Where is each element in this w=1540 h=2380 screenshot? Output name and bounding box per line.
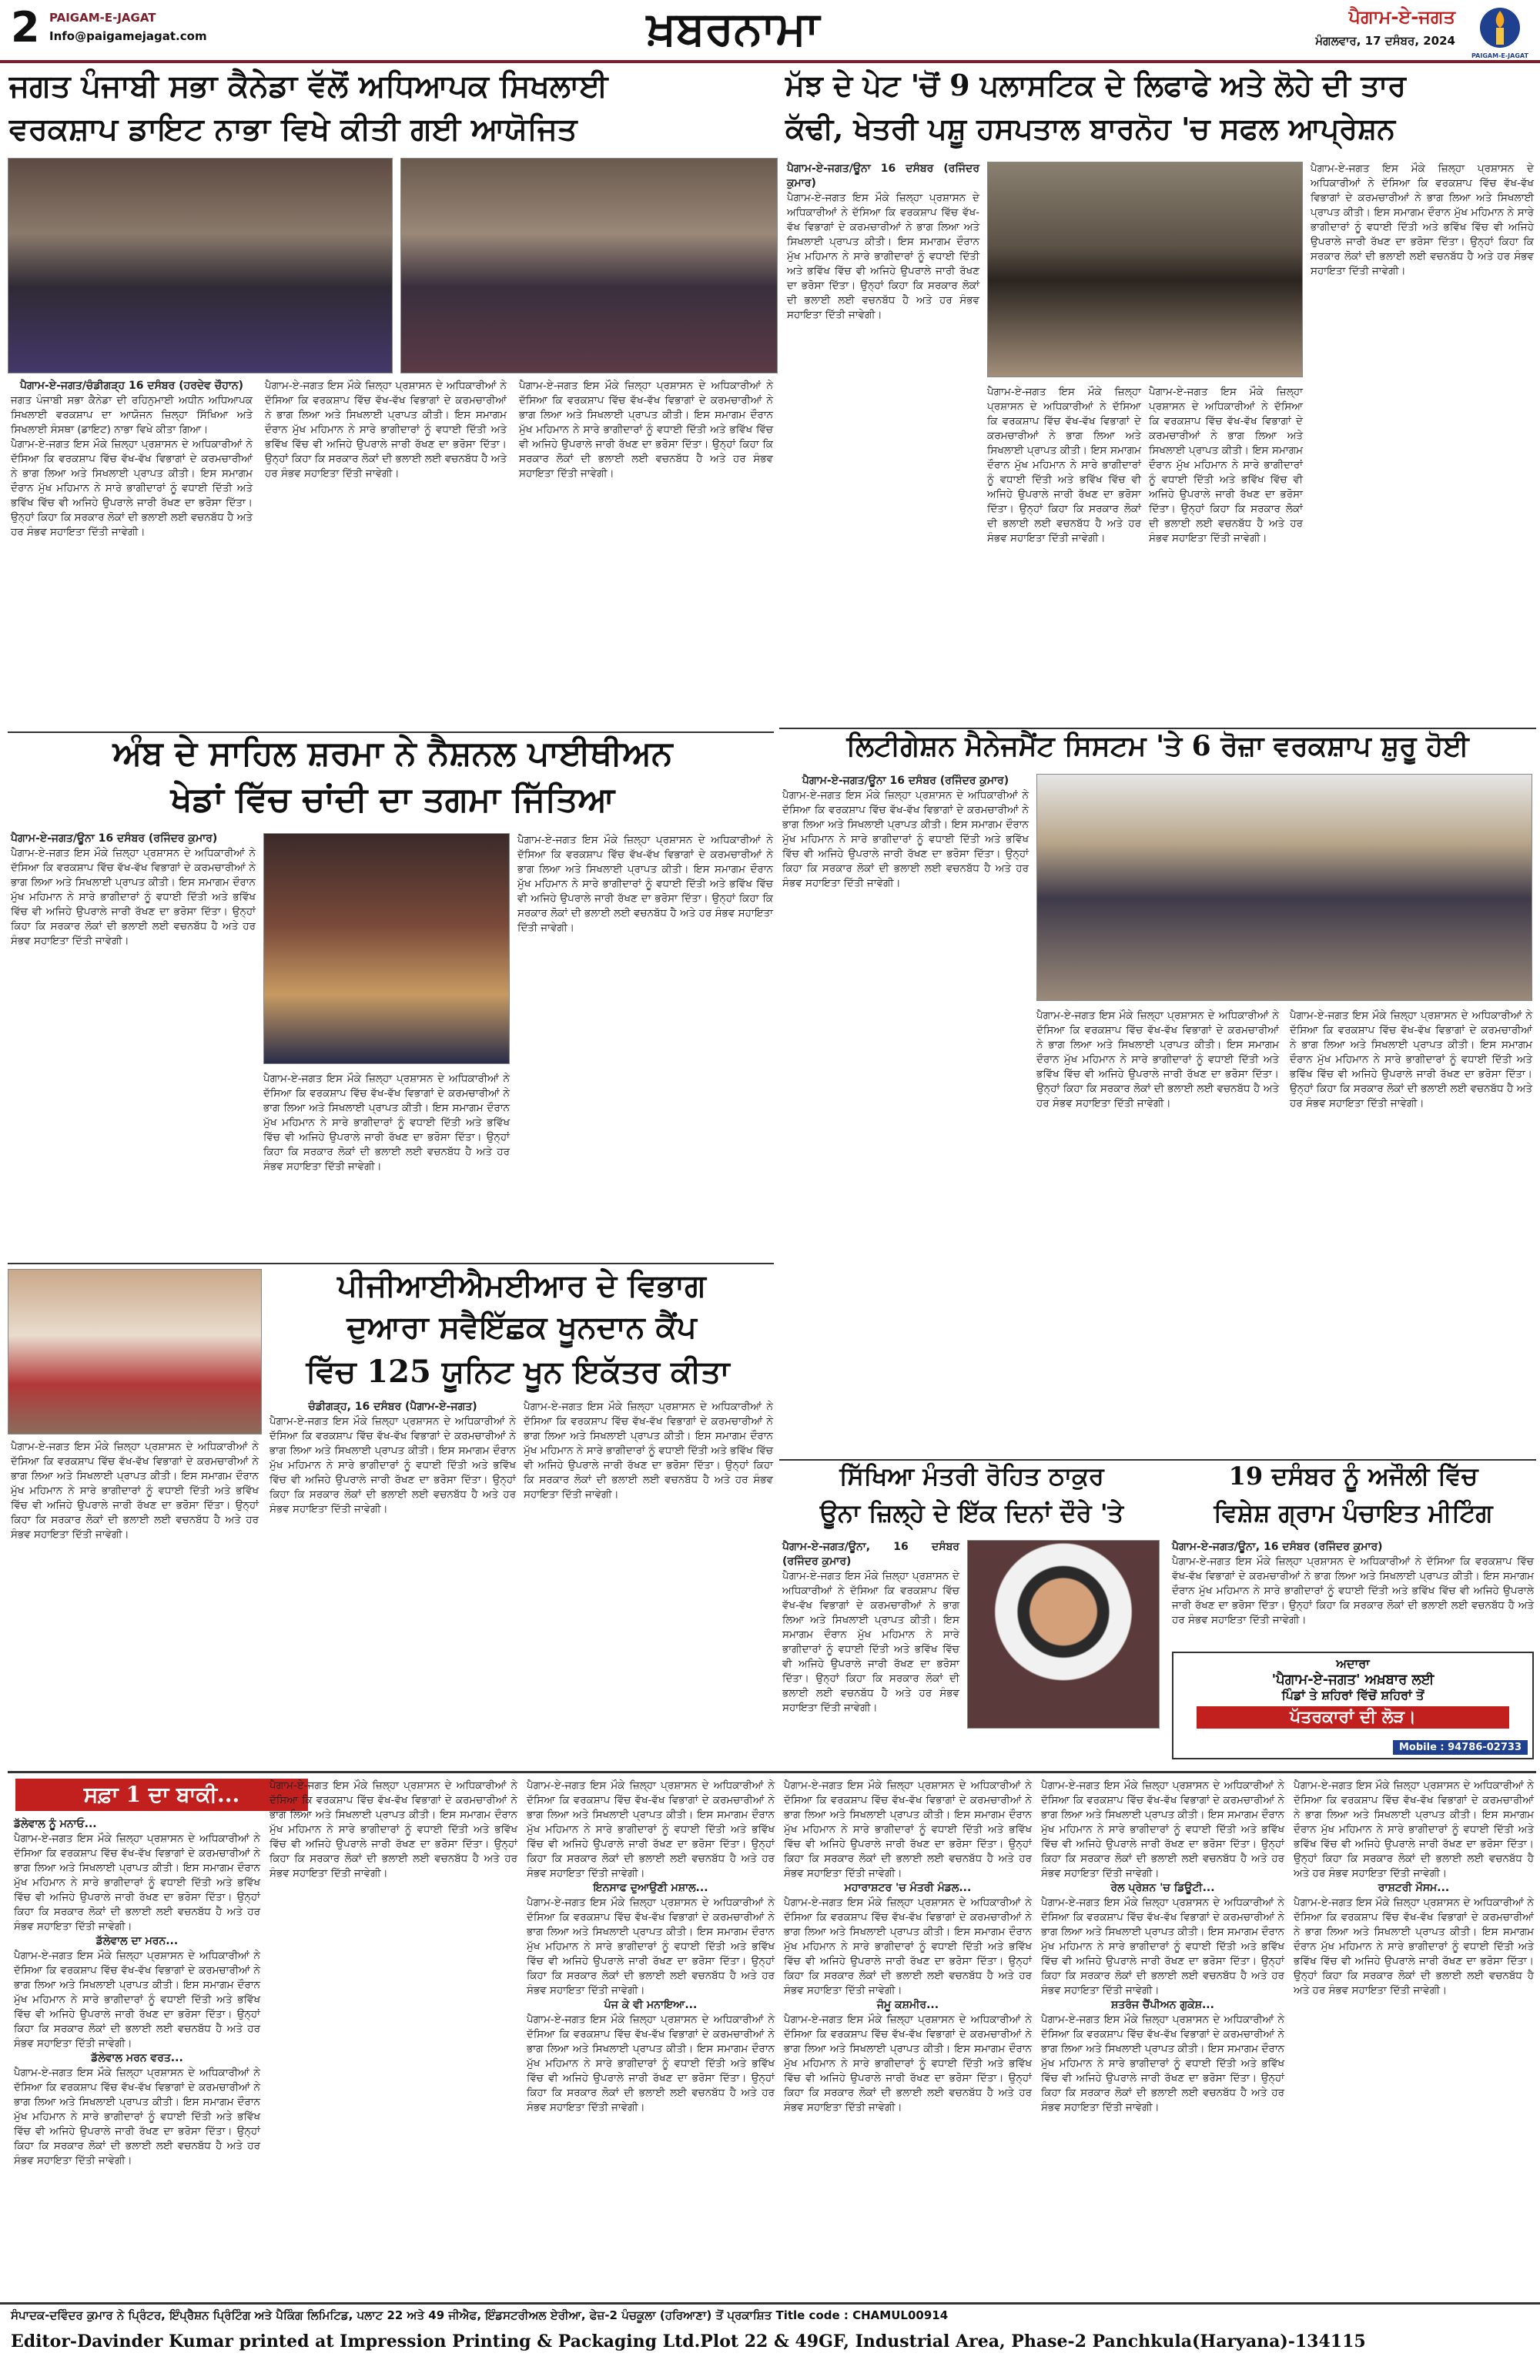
brand-name-right: ਪੈਗਾਮ-ਏ-ਜਗਤ <box>1348 6 1455 28</box>
continued-sub9: ਸ਼ਤਰੰਜ ਚੈਂਪੀਅਨ ਗੁਕੇਸ਼... <box>1111 1999 1214 2011</box>
continued-col5-body-a: ਪੈਗਾਮ-ਏ-ਜਗਤ ਇਸ ਮੌਕੇ ਜ਼ਿਲ੍ਹਾ ਪ੍ਰਸ਼ਾਸਨ ਦੇ ਅਧਿਕਾਰੀਆਂ ਨੇ ਦੱਸਿਆ ਕਿ ਵਰਕਸ਼ਾਪ ਵਿੱਚ ਵੱਖ-ਵੱਖ ਵਿਭਾਗਾਂ ਦੇ ਕਰਮਚਾਰੀਆਂ ਨੇ ਭਾਗ ਲਿਆ ਅਤੇ ਸਿਖਲਾਈ ਪ੍ਰਾਪਤ ਕੀਤੀ। ਇਸ ਸਮਾਗਮ ਦੌਰਾਨ ਮੁੱਖ ਮਹਿਮਾਨ ਨੇ ਸਾਰੇ ਭਾਗੀਦਾਰਾਂ ਨੂੰ ਵਧਾਈ ਦਿੱਤੀ ਅਤੇ ਭਵਿੱਖ ਵਿੱਚ ਵੀ ਅਜਿਹੇ ਉਪਰਾਲੇ ਜਾਰੀ ਰੱਖਣ ਦਾ ਭਰੋਸਾ ਦਿੱਤਾ। ਉਨ੍ਹਾਂ ਕਿਹਾ ਕਿ ਸਰਕਾਰ ਲੋਕਾਂ ਦੀ ਭਲਾਈ ਲਈ ਵਚਨਬੱਧ ਹੈ ਅਤੇ ਹਰ ਸੰਭਵ ਸਹਾਇਤਾ ਦਿੱਤੀ ਜਾਵੇਗੀ। <box>1041 1779 1284 1880</box>
article6-dateline: ਪੈਗਾਮ-ਏ-ਜਗਤ/ਊਨਾ, 16 ਦਸੰਬਰ (ਰਜਿੰਦਰ ਕੁਮਾਰ) <box>782 1541 959 1568</box>
article4-headline-line1: ਮੱਝ ਦੇ ਪੇਟ 'ਚੋਂ 9 ਪਲਾਸਟਿਕ ਦੇ ਲਿਫਾਫੇ ਅਤੇ ਲੋਹੇ ਦੀ ਤਾਰ <box>785 68 1406 102</box>
continued-col6-body-b: ਪੈਗਾਮ-ਏ-ਜਗਤ ਇਸ ਮੌਕੇ ਜ਼ਿਲ੍ਹਾ ਪ੍ਰਸ਼ਾਸਨ ਦੇ ਅਧਿਕਾਰੀਆਂ ਨੇ ਦੱਸਿਆ ਕਿ ਵਰਕਸ਼ਾਪ ਵਿੱਚ ਵੱਖ-ਵੱਖ ਵਿਭਾਗਾਂ ਦੇ ਕਰਮਚਾਰੀਆਂ ਨੇ ਭਾਗ ਲਿਆ ਅਤੇ ਸਿਖਲਾਈ ਪ੍ਰਾਪਤ ਕੀਤੀ। ਇਸ ਸਮਾਗਮ ਦੌਰਾਨ ਮੁੱਖ ਮਹਿਮਾਨ ਨੇ ਸਾਰੇ ਭਾਗੀਦਾਰਾਂ ਨੂੰ ਵਧਾਈ ਦਿੱਤੀ ਅਤੇ ਭਵਿੱਖ ਵਿੱਚ ਵੀ ਅਜਿਹੇ ਉਪਰਾਲੇ ਜਾਰੀ ਰੱਖਣ ਦਾ ਭਰੋਸਾ ਦਿੱਤਾ। ਉਨ੍ਹਾਂ ਕਿਹਾ ਕਿ ਸਰਕਾਰ ਲੋਕਾਂ ਦੀ ਭਲਾਈ ਲਈ ਵਚਨਬੱਧ ਹੈ ਅਤੇ ਹਰ ਸੰਭਵ ਸਹਾਇਤਾ ਦਿੱਤੀ ਜਾਵੇਗੀ। <box>1294 1896 1534 1997</box>
article6-rule <box>779 1459 1536 1461</box>
issue-date: ਮੰਗਲਵਾਰ, 17 ਦਸੰਬਰ, 2024 <box>1315 34 1455 48</box>
continued-sub10: ਰਾਸ਼ਟਰੀ ਮੌਸਮ... <box>1378 1882 1450 1894</box>
article2-headline-line2: ਖੇਡਾਂ ਵਿੱਚ ਚਾਂਦੀ ਦਾ ਤਗਮਾ ਜਿੱਤਿਆ <box>170 780 615 819</box>
article3-headline-line2: ਦੁਆਰਾ ਸਵੈਇੱਛਕ ਖੂਨਦਾਨ ਕੈਂਪ <box>346 1309 697 1345</box>
continued-sub8: ਰੇਲ ਪ੍ਰੇਸ਼ਨ 'ਚ ਡਿਊਟੀ... <box>1110 1882 1215 1894</box>
continued-sub4: ਇਨਸਾਫ ਦੁਆਉਣੀ ਮਸ਼ਾਲ... <box>593 1882 708 1894</box>
continued-col1-body-c: ਪੈਗਾਮ-ਏ-ਜਗਤ ਇਸ ਮੌਕੇ ਜ਼ਿਲ੍ਹਾ ਪ੍ਰਸ਼ਾਸਨ ਦੇ ਅਧਿਕਾਰੀਆਂ ਨੇ ਦੱਸਿਆ ਕਿ ਵਰਕਸ਼ਾਪ ਵਿੱਚ ਵੱਖ-ਵੱਖ ਵਿਭਾਗਾਂ ਦੇ ਕਰਮਚਾਰੀਆਂ ਨੇ ਭਾਗ ਲਿਆ ਅਤੇ ਸਿਖਲਾਈ ਪ੍ਰਾਪਤ ਕੀਤੀ। ਇਸ ਸਮਾਗਮ ਦੌਰਾਨ ਮੁੱਖ ਮਹਿਮਾਨ ਨੇ ਸਾਰੇ ਭਾਗੀਦਾਰਾਂ ਨੂੰ ਵਧਾਈ ਦਿੱਤੀ ਅਤੇ ਭਵਿੱਖ ਵਿੱਚ ਵੀ ਅਜਿਹੇ ਉਪਰਾਲੇ ਜਾਰੀ ਰੱਖਣ ਦਾ ਭਰੋਸਾ ਦਿੱਤਾ। ਉਨ੍ਹਾਂ ਕਿਹਾ ਕਿ ਸਰਕਾਰ ਲੋਕਾਂ ਦੀ ਭਲਾਈ ਲਈ ਵਚਨਬੱਧ ਹੈ ਅਤੇ ਹਰ ਸੰਭਵ ਸਹਾਇਤਾ ਦਿੱਤੀ ਜਾਵੇਗੀ। <box>14 2067 260 2167</box>
article1-column2: ਪੈਗਾਮ-ਏ-ਜਗਤ ਇਸ ਮੌਕੇ ਜ਼ਿਲ੍ਹਾ ਪ੍ਰਸ਼ਾਸਨ ਦੇ ਅਧਿਕਾਰੀਆਂ ਨੇ ਦੱਸਿਆ ਕਿ ਵਰਕਸ਼ਾਪ ਵਿੱਚ ਵੱਖ-ਵੱਖ ਵਿਭਾਗਾਂ ਦੇ ਕਰਮਚਾਰੀਆਂ ਨੇ ਭਾਗ ਲਿਆ ਅਤੇ ਸਿਖਲਾਈ ਪ੍ਰਾਪਤ ਕੀਤੀ। ਇਸ ਸਮਾਗਮ ਦੌਰਾਨ ਮੁੱਖ ਮਹਿਮਾਨ ਨੇ ਸਾਰੇ ਭਾਗੀਦਾਰਾਂ ਨੂੰ ਵਧਾਈ ਦਿੱਤੀ ਅਤੇ ਭਵਿੱਖ ਵਿੱਚ ਵੀ ਅਜਿਹੇ ਉਪਰਾਲੇ ਜਾਰੀ ਰੱਖਣ ਦਾ ਭਰੋਸਾ ਦਿੱਤਾ। ਉਨ੍ਹਾਂ ਕਿਹਾ ਕਿ ਸਰਕਾਰ ਲੋਕਾਂ ਦੀ ਭਲਾਈ ਲਈ ਵਚਨਬੱਧ ਹੈ ਅਤੇ ਹਰ ਸੰਭਵ ਸਹਾਇਤਾ ਦਿੱਤੀ ਜਾਵੇਗੀ। <box>265 380 507 480</box>
article3-column0: ਪੈਗਾਮ-ਏ-ਜਗਤ ਇਸ ਮੌਕੇ ਜ਼ਿਲ੍ਹਾ ਪ੍ਰਸ਼ਾਸਨ ਦੇ ਅਧਿਕਾਰੀਆਂ ਨੇ ਦੱਸਿਆ ਕਿ ਵਰਕਸ਼ਾਪ ਵਿੱਚ ਵੱਖ-ਵੱਖ ਵਿਭਾਗਾਂ ਦੇ ਕਰਮਚਾਰੀਆਂ ਨੇ ਭਾਗ ਲਿਆ ਅਤੇ ਸਿਖਲਾਈ ਪ੍ਰਾਪਤ ਕੀਤੀ। ਇਸ ਸਮਾਗਮ ਦੌਰਾਨ ਮੁੱਖ ਮਹਿਮਾਨ ਨੇ ਸਾਰੇ ਭਾਗੀਦਾਰਾਂ ਨੂੰ ਵਧਾਈ ਦਿੱਤੀ ਅਤੇ ਭਵਿੱਖ ਵਿੱਚ ਵੀ ਅਜਿਹੇ ਉਪਰਾਲੇ ਜਾਰੀ ਰੱਖਣ ਦਾ ਭਰੋਸਾ ਦਿੱਤਾ। ਉਨ੍ਹਾਂ ਕਿਹਾ ਕਿ ਸਰਕਾਰ ਲੋਕਾਂ ਦੀ ਭਲਾਈ ਲਈ ਵਚਨਬੱਧ ਹੈ ਅਤੇ ਹਰ ਸੰਭਵ ਸਹਾਇਤਾ ਦਿੱਤੀ ਜਾਵੇਗੀ। <box>11 1441 259 1541</box>
article7-headline-line1: 19 ਦਸੰਬਰ ਨੂੰ ਅਜੌਲੀ ਵਿੱਚ <box>1228 1461 1478 1491</box>
article4-column2: ਪੈਗਾਮ-ਏ-ਜਗਤ ਇਸ ਮੌਕੇ ਜ਼ਿਲ੍ਹਾ ਪ੍ਰਸ਼ਾਸਨ ਦੇ ਅਧਿਕਾਰੀਆਂ ਨੇ ਦੱਸਿਆ ਕਿ ਵਰਕਸ਼ਾਪ ਵਿੱਚ ਵੱਖ-ਵੱਖ ਵਿਭਾਗਾਂ ਦੇ ਕਰਮਚਾਰੀਆਂ ਨੇ ਭਾਗ ਲਿਆ ਅਤੇ ਸਿਖਲਾਈ ਪ੍ਰਾਪਤ ਕੀਤੀ। ਇਸ ਸਮਾਗਮ ਦੌਰਾਨ ਮੁੱਖ ਮਹਿਮਾਨ ਨੇ ਸਾਰੇ ਭਾਗੀਦਾਰਾਂ ਨੂੰ ਵਧਾਈ ਦਿੱਤੀ ਅਤੇ ਭਵਿੱਖ ਵਿੱਚ ਵੀ ਅਜਿਹੇ ਉਪਰਾਲੇ ਜਾਰੀ ਰੱਖਣ ਦਾ ਭਰੋਸਾ ਦਿੱਤਾ। ਉਨ੍ਹਾਂ ਕਿਹਾ ਕਿ ਸਰਕਾਰ ਲੋਕਾਂ ਦੀ ਭਲਾਈ ਲਈ ਵਚਨਬੱਧ ਹੈ ਅਤੇ ਹਰ ਸੰਭਵ ਸਹਾਇਤਾ ਦਿੱਤੀ ਜਾਵੇਗੀ। <box>987 386 1141 544</box>
continued-title: ਸਫ਼ਾ 1 ਦਾ ਬਾਕੀ... <box>15 1779 308 1811</box>
article4-column1 <box>787 162 979 716</box>
article1-column1 <box>11 379 253 725</box>
ad-mobile[interactable]: Mobile : 94786-02733 <box>1393 1740 1528 1755</box>
email-link[interactable]: Info@paigamejagat.com <box>49 29 207 43</box>
continued-col1-body-b: ਪੈਗਾਮ-ਏ-ਜਗਤ ਇਸ ਮੌਕੇ ਜ਼ਿਲ੍ਹਾ ਪ੍ਰਸ਼ਾਸਨ ਦੇ ਅਧਿਕਾਰੀਆਂ ਨੇ ਦੱਸਿਆ ਕਿ ਵਰਕਸ਼ਾਪ ਵਿੱਚ ਵੱਖ-ਵੱਖ ਵਿਭਾਗਾਂ ਦੇ ਕਰਮਚਾਰੀਆਂ ਨੇ ਭਾਗ ਲਿਆ ਅਤੇ ਸਿਖਲਾਈ ਪ੍ਰਾਪਤ ਕੀਤੀ। ਇਸ ਸਮਾਗਮ ਦੌਰਾਨ ਮੁੱਖ ਮਹਿਮਾਨ ਨੇ ਸਾਰੇ ਭਾਗੀਦਾਰਾਂ ਨੂੰ ਵਧਾਈ ਦਿੱਤੀ ਅਤੇ ਭਵਿੱਖ ਵਿੱਚ ਵੀ ਅਜਿਹੇ ਉਪਰਾਲੇ ਜਾਰੀ ਰੱਖਣ ਦਾ ਭਰੋਸਾ ਦਿੱਤਾ। ਉਨ੍ਹਾਂ ਕਿਹਾ ਕਿ ਸਰਕਾਰ ਲੋਕਾਂ ਦੀ ਭਲਾਈ ਲਈ ਵਚਨਬੱਧ ਹੈ ਅਤੇ ਹਰ ਸੰਭਵ ਸਹਾਇਤਾ ਦਿੱਤੀ ਜਾਵੇਗੀ। <box>14 1950 260 2050</box>
article5-column2: ਪੈਗਾਮ-ਏ-ਜਗਤ ਇਸ ਮੌਕੇ ਜ਼ਿਲ੍ਹਾ ਪ੍ਰਸ਼ਾਸਨ ਦੇ ਅਧਿਕਾਰੀਆਂ ਨੇ ਦੱਸਿਆ ਕਿ ਵਰਕਸ਼ਾਪ ਵਿੱਚ ਵੱਖ-ਵੱਖ ਵਿਭਾਗਾਂ ਦੇ ਕਰਮਚਾਰੀਆਂ ਨੇ ਭਾਗ ਲਿਆ ਅਤੇ ਸਿਖਲਾਈ ਪ੍ਰਾਪਤ ਕੀਤੀ। ਇਸ ਸਮਾਗਮ ਦੌਰਾਨ ਮੁੱਖ ਮਹਿਮਾਨ ਨੇ ਸਾਰੇ ਭਾਗੀਦਾਰਾਂ ਨੂੰ ਵਧਾਈ ਦਿੱਤੀ ਅਤੇ ਭਵਿੱਖ ਵਿੱਚ ਵੀ ਅਜਿਹੇ ਉਪਰਾਲੇ ਜਾਰੀ ਰੱਖਣ ਦਾ ਭਰੋਸਾ ਦਿੱਤਾ। ਉਨ੍ਹਾਂ ਕਿਹਾ ਕਿ ਸਰਕਾਰ ਲੋਕਾਂ ਦੀ ਭਲਾਈ ਲਈ ਵਚਨਬੱਧ ਹੈ ਅਤੇ ਹਰ ਸੰਭਵ ਸਹਾਇਤਾ ਦਿੱਤੀ ਜਾਵੇਗੀ। <box>1036 1009 1279 1110</box>
article1-dateline: ਪੈਗਾਮ-ਏ-ਜਗਤ/ਚੰਡੀਗੜ੍ਹ 16 ਦਸੰਬਰ (ਹਰਦੇਵ ਚੌਹਾਨ) <box>20 380 243 392</box>
article4-column3: ਪੈਗਾਮ-ਏ-ਜਗਤ ਇਸ ਮੌਕੇ ਜ਼ਿਲ੍ਹਾ ਪ੍ਰਸ਼ਾਸਨ ਦੇ ਅਧਿਕਾਰੀਆਂ ਨੇ ਦੱਸਿਆ ਕਿ ਵਰਕਸ਼ਾਪ ਵਿੱਚ ਵੱਖ-ਵੱਖ ਵਿਭਾਗਾਂ ਦੇ ਕਰਮਚਾਰੀਆਂ ਨੇ ਭਾਗ ਲਿਆ ਅਤੇ ਸਿਖਲਾਈ ਪ੍ਰਾਪਤ ਕੀਤੀ। ਇਸ ਸਮਾਗਮ ਦੌਰਾਨ ਮੁੱਖ ਮਹਿਮਾਨ ਨੇ ਸਾਰੇ ਭਾਗੀਦਾਰਾਂ ਨੂੰ ਵਧਾਈ ਦਿੱਤੀ ਅਤੇ ਭਵਿੱਖ ਵਿੱਚ ਵੀ ਅਜਿਹੇ ਉਪਰਾਲੇ ਜਾਰੀ ਰੱਖਣ ਦਾ ਭਰੋਸਾ ਦਿੱਤਾ। ਉਨ੍ਹਾਂ ਕਿਹਾ ਕਿ ਸਰਕਾਰ ਲੋਕਾਂ ਦੀ ਭਲਾਈ ਲਈ ਵਚਨਬੱਧ ਹੈ ਅਤੇ ਹਰ ਸੰਭਵ ਸਹਾਇਤਾ ਦਿੱਤੀ ਜਾਵੇਗੀ। <box>1149 386 1303 544</box>
article5-column3: ਪੈਗਾਮ-ਏ-ਜਗਤ ਇਸ ਮੌਕੇ ਜ਼ਿਲ੍ਹਾ ਪ੍ਰਸ਼ਾਸਨ ਦੇ ਅਧਿਕਾਰੀਆਂ ਨੇ ਦੱਸਿਆ ਕਿ ਵਰਕਸ਼ਾਪ ਵਿੱਚ ਵੱਖ-ਵੱਖ ਵਿਭਾਗਾਂ ਦੇ ਕਰਮਚਾਰੀਆਂ ਨੇ ਭਾਗ ਲਿਆ ਅਤੇ ਸਿਖਲਾਈ ਪ੍ਰਾਪਤ ਕੀਤੀ। ਇਸ ਸਮਾਗਮ ਦੌਰਾਨ ਮੁੱਖ ਮਹਿਮਾਨ ਨੇ ਸਾਰੇ ਭਾਗੀਦਾਰਾਂ ਨੂੰ ਵਧਾਈ ਦਿੱਤੀ ਅਤੇ ਭਵਿੱਖ ਵਿੱਚ ਵੀ ਅਜਿਹੇ ਉਪਰਾਲੇ ਜਾਰੀ ਰੱਖਣ ਦਾ ਭਰੋਸਾ ਦਿੱਤਾ। ਉਨ੍ਹਾਂ ਕਿਹਾ ਕਿ ਸਰਕਾਰ ਲੋਕਾਂ ਦੀ ਭਲਾਈ ਲਈ ਵਚਨਬੱਧ ਹੈ ਅਤੇ ਹਰ ਸੰਭਵ ਸਹਾਇਤਾ ਦਿੱਤੀ ਜਾਵੇਗੀ। <box>1290 1009 1532 1110</box>
article5-headline: ਲਿਟੀਗੇਸ਼ਨ ਮੈਨੇਜਮੈਂਟ ਸਿਸਟਮ 'ਤੇ 6 ਰੋਜ਼ਾ ਵਰਕਸ਼ਾਪ ਸ਼ੁਰੂ ਹੋਈ <box>846 730 1469 762</box>
article4-photo <box>987 162 1303 377</box>
footer-line2: Editor-Davinder Kumar printed at Impression Printing & Packaging Ltd.Plot 22 & 49GF, Industrial Area, Phase-2 Panchkula(Haryana)-134115 <box>11 2331 1366 2352</box>
article2-column1 <box>11 832 256 1255</box>
article2-dateline: ਪੈਗਾਮ-ਏ-ਜਗਤ/ਊਨਾ 16 ਦਸੰਬਰ (ਰਜਿੰਦਰ ਕੁਮਾਰ) <box>11 832 218 845</box>
article3-column1 <box>270 1400 516 1527</box>
article7-body <box>1172 1540 1534 1648</box>
continued-col3-body-a: ਪੈਗਾਮ-ਏ-ਜਗਤ ਇਸ ਮੌਕੇ ਜ਼ਿਲ੍ਹਾ ਪ੍ਰਸ਼ਾਸਨ ਦੇ ਅਧਿਕਾਰੀਆਂ ਨੇ ਦੱਸਿਆ ਕਿ ਵਰਕਸ਼ਾਪ ਵਿੱਚ ਵੱਖ-ਵੱਖ ਵਿਭਾਗਾਂ ਦੇ ਕਰਮਚਾਰੀਆਂ ਨੇ ਭਾਗ ਲਿਆ ਅਤੇ ਸਿਖਲਾਈ ਪ੍ਰਾਪਤ ਕੀਤੀ। ਇਸ ਸਮਾਗਮ ਦੌਰਾਨ ਮੁੱਖ ਮਹਿਮਾਨ ਨੇ ਸਾਰੇ ਭਾਗੀਦਾਰਾਂ ਨੂੰ ਵਧਾਈ ਦਿੱਤੀ ਅਤੇ ਭਵਿੱਖ ਵਿੱਚ ਵੀ ਅਜਿਹੇ ਉਪਰਾਲੇ ਜਾਰੀ ਰੱਖਣ ਦਾ ਭਰੋਸਾ ਦਿੱਤਾ। ਉਨ੍ਹਾਂ ਕਿਹਾ ਕਿ ਸਰਕਾਰ ਲੋਕਾਂ ਦੀ ਭਲਾਈ ਲਈ ਵਚਨਬੱਧ ਹੈ ਅਤੇ ਹਰ ਸੰਭਵ ਸਹਾਇਤਾ ਦਿੱਤੀ ਜਾਵੇਗੀ। <box>527 1779 775 1880</box>
article4-body-1: ਪੈਗਾਮ-ਏ-ਜਗਤ ਇਸ ਮੌਕੇ ਜ਼ਿਲ੍ਹਾ ਪ੍ਰਸ਼ਾਸਨ ਦੇ ਅਧਿਕਾਰੀਆਂ ਨੇ ਦੱਸਿਆ ਕਿ ਵਰਕਸ਼ਾਪ ਵਿੱਚ ਵੱਖ-ਵੱਖ ਵਿਭਾਗਾਂ ਦੇ ਕਰਮਚਾਰੀਆਂ ਨੇ ਭਾਗ ਲਿਆ ਅਤੇ ਸਿਖਲਾਈ ਪ੍ਰਾਪਤ ਕੀਤੀ। ਇਸ ਸਮਾਗਮ ਦੌਰਾਨ ਮੁੱਖ ਮਹਿਮਾਨ ਨੇ ਸਾਰੇ ਭਾਗੀਦਾਰਾਂ ਨੂੰ ਵਧਾਈ ਦਿੱਤੀ ਅਤੇ ਭਵਿੱਖ ਵਿੱਚ ਵੀ ਅਜਿਹੇ ਉਪਰਾਲੇ ਜਾਰੀ ਰੱਖਣ ਦਾ ਭਰੋਸਾ ਦਿੱਤਾ। ਉਨ੍ਹਾਂ ਕਿਹਾ ਕਿ ਸਰਕਾਰ ਲੋਕਾਂ ਦੀ ਭਲਾਈ ਲਈ ਵਚਨਬੱਧ ਹੈ ਅਤੇ ਹਰ ਸੰਭਵ ਸਹਾਇਤਾ ਦਿੱਤੀ ਜਾਵੇਗੀ। <box>787 192 979 321</box>
page-number: 2 <box>11 3 40 52</box>
article5-dateline: ਪੈਗਾਮ-ਏ-ਜਗਤ/ਊਨਾ 16 ਦਸੰਬਰ (ਰਜਿੰਦਰ ਕੁਮਾਰ) <box>802 775 1009 787</box>
article5-photo <box>1036 774 1532 1001</box>
reporter-wanted-ad <box>1172 1652 1534 1759</box>
brand-name: PAIGAM-E-JAGAT <box>49 11 156 25</box>
article7-dateline: ਪੈਗਾਮ-ਏ-ਜਗਤ/ਊਨਾ, 16 ਦਸੰਬਰ (ਰਜਿੰਦਰ ਕੁਮਾਰ) <box>1172 1541 1383 1553</box>
continued-col4-body-a: ਪੈਗਾਮ-ਏ-ਜਗਤ ਇਸ ਮੌਕੇ ਜ਼ਿਲ੍ਹਾ ਪ੍ਰਸ਼ਾਸਨ ਦੇ ਅਧਿਕਾਰੀਆਂ ਨੇ ਦੱਸਿਆ ਕਿ ਵਰਕਸ਼ਾਪ ਵਿੱਚ ਵੱਖ-ਵੱਖ ਵਿਭਾਗਾਂ ਦੇ ਕਰਮਚਾਰੀਆਂ ਨੇ ਭਾਗ ਲਿਆ ਅਤੇ ਸਿਖਲਾਈ ਪ੍ਰਾਪਤ ਕੀਤੀ। ਇਸ ਸਮਾਗਮ ਦੌਰਾਨ ਮੁੱਖ ਮਹਿਮਾਨ ਨੇ ਸਾਰੇ ਭਾਗੀਦਾਰਾਂ ਨੂੰ ਵਧਾਈ ਦਿੱਤੀ ਅਤੇ ਭਵਿੱਖ ਵਿੱਚ ਵੀ ਅਜਿਹੇ ਉਪਰਾਲੇ ਜਾਰੀ ਰੱਖਣ ਦਾ ਭਰੋਸਾ ਦਿੱਤਾ। ਉਨ੍ਹਾਂ ਕਿਹਾ ਕਿ ਸਰਕਾਰ ਲੋਕਾਂ ਦੀ ਭਲਾਈ ਲਈ ਵਚਨਬੱਧ ਹੈ ਅਤੇ ਹਰ ਸੰਭਵ ਸਹਾਇਤਾ ਦਿੱਤੀ ਜਾਵੇਗੀ। <box>784 1779 1032 1880</box>
continued-col1-body-a: ਪੈਗਾਮ-ਏ-ਜਗਤ ਇਸ ਮੌਕੇ ਜ਼ਿਲ੍ਹਾ ਪ੍ਰਸ਼ਾਸਨ ਦੇ ਅਧਿਕਾਰੀਆਂ ਨੇ ਦੱਸਿਆ ਕਿ ਵਰਕਸ਼ਾਪ ਵਿੱਚ ਵੱਖ-ਵੱਖ ਵਿਭਾਗਾਂ ਦੇ ਕਰਮਚਾਰੀਆਂ ਨੇ ਭਾਗ ਲਿਆ ਅਤੇ ਸਿਖਲਾਈ ਪ੍ਰਾਪਤ ਕੀਤੀ। ਇਸ ਸਮਾਗਮ ਦੌਰਾਨ ਮੁੱਖ ਮਹਿਮਾਨ ਨੇ ਸਾਰੇ ਭਾਗੀਦਾਰਾਂ ਨੂੰ ਵਧਾਈ ਦਿੱਤੀ ਅਤੇ ਭਵਿੱਖ ਵਿੱਚ ਵੀ ਅਜਿਹੇ ਉਪਰਾਲੇ ਜਾਰੀ ਰੱਖਣ ਦਾ ਭਰੋਸਾ ਦਿੱਤਾ। ਉਨ੍ਹਾਂ ਕਿਹਾ ਕਿ ਸਰਕਾਰ ਲੋਕਾਂ ਦੀ ਭਲਾਈ ਲਈ ਵਚਨਬੱਧ ਹੈ ਅਤੇ ਹਰ ਸੰਭਵ ਸਹਾਇਤਾ ਦਿੱਤੀ ਜਾਵੇਗੀ। <box>14 1833 260 1933</box>
continued-sub5: ਪੰਜ ਕੇ ਵੀ ਮਨਾਇਆ... <box>604 1999 698 2011</box>
continued-col5-body-c: ਪੈਗਾਮ-ਏ-ਜਗਤ ਇਸ ਮੌਕੇ ਜ਼ਿਲ੍ਹਾ ਪ੍ਰਸ਼ਾਸਨ ਦੇ ਅਧਿਕਾਰੀਆਂ ਨੇ ਦੱਸਿਆ ਕਿ ਵਰਕਸ਼ਾਪ ਵਿੱਚ ਵੱਖ-ਵੱਖ ਵਿਭਾਗਾਂ ਦੇ ਕਰਮਚਾਰੀਆਂ ਨੇ ਭਾਗ ਲਿਆ ਅਤੇ ਸਿਖਲਾਈ ਪ੍ਰਾਪਤ ਕੀਤੀ। ਇਸ ਸਮਾਗਮ ਦੌਰਾਨ ਮੁੱਖ ਮਹਿਮਾਨ ਨੇ ਸਾਰੇ ਭਾਗੀਦਾਰਾਂ ਨੂੰ ਵਧਾਈ ਦਿੱਤੀ ਅਤੇ ਭਵਿੱਖ ਵਿੱਚ ਵੀ ਅਜਿਹੇ ਉਪਰਾਲੇ ਜਾਰੀ ਰੱਖਣ ਦਾ ਭਰੋਸਾ ਦਿੱਤਾ। ਉਨ੍ਹਾਂ ਕਿਹਾ ਕਿ ਸਰਕਾਰ ਲੋਕਾਂ ਦੀ ਭਲਾਈ ਲਈ ਵਚਨਬੱਧ ਹੈ ਅਤੇ ਹਰ ਸੰਭਵ ਸਹਾਇਤਾ ਦਿੱਤੀ ਜਾਵੇਗੀ। <box>1041 2013 1284 2114</box>
article2-column2-under-photo: ਪੈਗਾਮ-ਏ-ਜਗਤ ਇਸ ਮੌਕੇ ਜ਼ਿਲ੍ਹਾ ਪ੍ਰਸ਼ਾਸਨ ਦੇ ਅਧਿਕਾਰੀਆਂ ਨੇ ਦੱਸਿਆ ਕਿ ਵਰਕਸ਼ਾਪ ਵਿੱਚ ਵੱਖ-ਵੱਖ ਵਿਭਾਗਾਂ ਦੇ ਕਰਮਚਾਰੀਆਂ ਨੇ ਭਾਗ ਲਿਆ ਅਤੇ ਸਿਖਲਾਈ ਪ੍ਰਾਪਤ ਕੀਤੀ। ਇਸ ਸਮਾਗਮ ਦੌਰਾਨ ਮੁੱਖ ਮਹਿਮਾਨ ਨੇ ਸਾਰੇ ਭਾਗੀਦਾਰਾਂ ਨੂੰ ਵਧਾਈ ਦਿੱਤੀ ਅਤੇ ਭਵਿੱਖ ਵਿੱਚ ਵੀ ਅਜਿਹੇ ਉਪਰਾਲੇ ਜਾਰੀ ਰੱਖਣ ਦਾ ਭਰੋਸਾ ਦਿੱਤਾ। ਉਨ੍ਹਾਂ ਕਿਹਾ ਕਿ ਸਰਕਾਰ ਲੋਕਾਂ ਦੀ ਭਲਾਈ ਲਈ ਵਚਨਬੱਧ ਹੈ ਅਤੇ ਹਰ ਸੰਭਵ ਸਹਾਇਤਾ ਦਿੱਤੀ ਜਾਵੇਗੀ। <box>263 1073 510 1173</box>
article1-body-1: ਪੈਗਾਮ-ਏ-ਜਗਤ ਇਸ ਮੌਕੇ ਜ਼ਿਲ੍ਹਾ ਪ੍ਰਸ਼ਾਸਨ ਦੇ ਅਧਿਕਾਰੀਆਂ ਨੇ ਦੱਸਿਆ ਕਿ ਵਰਕਸ਼ਾਪ ਵਿੱਚ ਵੱਖ-ਵੱਖ ਵਿਭਾਗਾਂ ਦੇ ਕਰਮਚਾਰੀਆਂ ਨੇ ਭਾਗ ਲਿਆ ਅਤੇ ਸਿਖਲਾਈ ਪ੍ਰਾਪਤ ਕੀਤੀ। ਇਸ ਸਮਾਗਮ ਦੌਰਾਨ ਮੁੱਖ ਮਹਿਮਾਨ ਨੇ ਸਾਰੇ ਭਾਗੀਦਾਰਾਂ ਨੂੰ ਵਧਾਈ ਦਿੱਤੀ ਅਤੇ ਭਵਿੱਖ ਵਿੱਚ ਵੀ ਅਜਿਹੇ ਉਪਰਾਲੇ ਜਾਰੀ ਰੱਖਣ ਦਾ ਭਰੋਸਾ ਦਿੱਤਾ। ਉਨ੍ਹਾਂ ਕਿਹਾ ਕਿ ਸਰਕਾਰ ਲੋਕਾਂ ਦੀ ਭਲਾਈ ਲਈ ਵਚਨਬੱਧ ਹੈ ਅਤੇ ਹਰ ਸੰਭਵ ਸਹਾਇਤਾ ਦਿੱਤੀ ਜਾਵੇਗੀ। <box>11 438 253 538</box>
article6-headline-line2: ਊਨਾ ਜ਼ਿਲ੍ਹੇ ਦੇ ਇੱਕ ਦਿਨਾਂ ਦੌਰੇ 'ਤੇ <box>819 1498 1124 1528</box>
article1-photo-right <box>400 158 778 373</box>
article6-body-1: ਪੈਗਾਮ-ਏ-ਜਗਤ ਇਸ ਮੌਕੇ ਜ਼ਿਲ੍ਹਾ ਪ੍ਰਸ਼ਾਸਨ ਦੇ ਅਧਿਕਾਰੀਆਂ ਨੇ ਦੱਸਿਆ ਕਿ ਵਰਕਸ਼ਾਪ ਵਿੱਚ ਵੱਖ-ਵੱਖ ਵਿਭਾਗਾਂ ਦੇ ਕਰਮਚਾਰੀਆਂ ਨੇ ਭਾਗ ਲਿਆ ਅਤੇ ਸਿਖਲਾਈ ਪ੍ਰਾਪਤ ਕੀਤੀ। ਇਸ ਸਮਾਗਮ ਦੌਰਾਨ ਮੁੱਖ ਮਹਿਮਾਨ ਨੇ ਸਾਰੇ ਭਾਗੀਦਾਰਾਂ ਨੂੰ ਵਧਾਈ ਦਿੱਤੀ ਅਤੇ ਭਵਿੱਖ ਵਿੱਚ ਵੀ ਅਜਿਹੇ ਉਪਰਾਲੇ ਜਾਰੀ ਰੱਖਣ ਦਾ ਭਰੋਸਾ ਦਿੱਤਾ। ਉਨ੍ਹਾਂ ਕਿਹਾ ਕਿ ਸਰਕਾਰ ਲੋਕਾਂ ਦੀ ਭਲਾਈ ਲਈ ਵਚਨਬੱਧ ਹੈ ਅਤੇ ਹਰ ਸੰਭਵ ਸਹਾਇਤਾ ਦਿੱਤੀ ਜਾਵੇਗੀ। <box>782 1570 959 1714</box>
ad-line4: ਪੱਤਰਕਾਰਾਂ ਦੀ ਲੋੜ। <box>1197 1706 1509 1729</box>
article6-headline-line1: ਸਿੱਖਿਆ ਮੰਤਰੀ ਰੋਹਿਤ ਠਾਕੁਰ <box>839 1461 1104 1491</box>
continued-sub7: ਜੰਮੂ ਕਸ਼ਮੀਰ... <box>876 1999 939 2011</box>
article3-rule <box>8 1263 774 1264</box>
article6-column1 <box>782 1540 959 1767</box>
continued-col4-body-c: ਪੈਗਾਮ-ਏ-ਜਗਤ ਇਸ ਮੌਕੇ ਜ਼ਿਲ੍ਹਾ ਪ੍ਰਸ਼ਾਸਨ ਦੇ ਅਧਿਕਾਰੀਆਂ ਨੇ ਦੱਸਿਆ ਕਿ ਵਰਕਸ਼ਾਪ ਵਿੱਚ ਵੱਖ-ਵੱਖ ਵਿਭਾਗਾਂ ਦੇ ਕਰਮਚਾਰੀਆਂ ਨੇ ਭਾਗ ਲਿਆ ਅਤੇ ਸਿਖਲਾਈ ਪ੍ਰਾਪਤ ਕੀਤੀ। ਇਸ ਸਮਾਗਮ ਦੌਰਾਨ ਮੁੱਖ ਮਹਿਮਾਨ ਨੇ ਸਾਰੇ ਭਾਗੀਦਾਰਾਂ ਨੂੰ ਵਧਾਈ ਦਿੱਤੀ ਅਤੇ ਭਵਿੱਖ ਵਿੱਚ ਵੀ ਅਜਿਹੇ ਉਪਰਾਲੇ ਜਾਰੀ ਰੱਖਣ ਦਾ ਭਰੋਸਾ ਦਿੱਤਾ। ਉਨ੍ਹਾਂ ਕਿਹਾ ਕਿ ਸਰਕਾਰ ਲੋਕਾਂ ਦੀ ਭਲਾਈ ਲਈ ਵਚਨਬੱਧ ਹੈ ਅਤੇ ਹਰ ਸੰਭਵ ਸਹਾਇਤਾ ਦਿੱਤੀ ਜਾਵੇਗੀ। <box>784 2013 1032 2114</box>
article3-dateline: ਚੰਡੀਗੜ੍ਹ, 16 ਦਸੰਬਰ (ਪੈਗਾਮ-ਏ-ਜਗਤ) <box>308 1401 477 1413</box>
ad-line3: ਪਿੰਡਾਂ ਤੇ ਸ਼ਹਿਰਾਂ ਵਿੱਚੋਂ ਸ਼ਹਿਰਾਂ ਤੋਂ <box>1281 1688 1424 1702</box>
article2-body-1: ਪੈਗਾਮ-ਏ-ਜਗਤ ਇਸ ਮੌਕੇ ਜ਼ਿਲ੍ਹਾ ਪ੍ਰਸ਼ਾਸਨ ਦੇ ਅਧਿਕਾਰੀਆਂ ਨੇ ਦੱਸਿਆ ਕਿ ਵਰਕਸ਼ਾਪ ਵਿੱਚ ਵੱਖ-ਵੱਖ ਵਿਭਾਗਾਂ ਦੇ ਕਰਮਚਾਰੀਆਂ ਨੇ ਭਾਗ ਲਿਆ ਅਤੇ ਸਿਖਲਾਈ ਪ੍ਰਾਪਤ ਕੀਤੀ। ਇਸ ਸਮਾਗਮ ਦੌਰਾਨ ਮੁੱਖ ਮਹਿਮਾਨ ਨੇ ਸਾਰੇ ਭਾਗੀਦਾਰਾਂ ਨੂੰ ਵਧਾਈ ਦਿੱਤੀ ਅਤੇ ਭਵਿੱਖ ਵਿੱਚ ਵੀ ਅਜਿਹੇ ਉਪਰਾਲੇ ਜਾਰੀ ਰੱਖਣ ਦਾ ਭਰੋਸਾ ਦਿੱਤਾ। ਉਨ੍ਹਾਂ ਕਿਹਾ ਕਿ ਸਰਕਾਰ ਲੋਕਾਂ ਦੀ ਭਲਾਈ ਲਈ ਵਚਨਬੱਧ ਹੈ ਅਤੇ ਹਰ ਸੰਭਵ ਸਹਾਇਤਾ ਦਿੱਤੀ ਜਾਵੇਗੀ। <box>11 847 256 947</box>
article2-headline-line1: ਅੰਬ ਦੇ ਸਾਹਿਲ ਸ਼ਰਮਾ ਨੇ ਨੈਸ਼ਨਲ ਪਾਈਥੀਅਨ <box>112 734 673 773</box>
article2-column3: ਪੈਗਾਮ-ਏ-ਜਗਤ ਇਸ ਮੌਕੇ ਜ਼ਿਲ੍ਹਾ ਪ੍ਰਸ਼ਾਸਨ ਦੇ ਅਧਿਕਾਰੀਆਂ ਨੇ ਦੱਸਿਆ ਕਿ ਵਰਕਸ਼ਾਪ ਵਿੱਚ ਵੱਖ-ਵੱਖ ਵਿਭਾਗਾਂ ਦੇ ਕਰਮਚਾਰੀਆਂ ਨੇ ਭਾਗ ਲਿਆ ਅਤੇ ਸਿਖਲਾਈ ਪ੍ਰਾਪਤ ਕੀਤੀ। ਇਸ ਸਮਾਗਮ ਦੌਰਾਨ ਮੁੱਖ ਮਹਿਮਾਨ ਨੇ ਸਾਰੇ ਭਾਗੀਦਾਰਾਂ ਨੂੰ ਵਧਾਈ ਦਿੱਤੀ ਅਤੇ ਭਵਿੱਖ ਵਿੱਚ ਵੀ ਅਜਿਹੇ ਉਪਰਾਲੇ ਜਾਰੀ ਰੱਖਣ ਦਾ ਭਰੋਸਾ ਦਿੱਤਾ। ਉਨ੍ਹਾਂ ਕਿਹਾ ਕਿ ਸਰਕਾਰ ਲੋਕਾਂ ਦੀ ਭਲਾਈ ਲਈ ਵਚਨਬੱਧ ਹੈ ਅਤੇ ਹਰ ਸੰਭਵ ਸਹਾਇਤਾ ਦਿੱਤੀ ਜਾਵੇਗੀ। <box>517 834 773 934</box>
article7-headline-line2: ਵਿਸ਼ੇਸ਼ ਗ੍ਰਾਮ ਪੰਚਾਇਤ ਮੀਟਿੰਗ <box>1214 1498 1493 1528</box>
footer-rule <box>0 2302 1540 2305</box>
continued-col3-body-b: ਪੈਗਾਮ-ਏ-ਜਗਤ ਇਸ ਮੌਕੇ ਜ਼ਿਲ੍ਹਾ ਪ੍ਰਸ਼ਾਸਨ ਦੇ ਅਧਿਕਾਰੀਆਂ ਨੇ ਦੱਸਿਆ ਕਿ ਵਰਕਸ਼ਾਪ ਵਿੱਚ ਵੱਖ-ਵੱਖ ਵਿਭਾਗਾਂ ਦੇ ਕਰਮਚਾਰੀਆਂ ਨੇ ਭਾਗ ਲਿਆ ਅਤੇ ਸਿਖਲਾਈ ਪ੍ਰਾਪਤ ਕੀਤੀ। ਇਸ ਸਮਾਗਮ ਦੌਰਾਨ ਮੁੱਖ ਮਹਿਮਾਨ ਨੇ ਸਾਰੇ ਭਾਗੀਦਾਰਾਂ ਨੂੰ ਵਧਾਈ ਦਿੱਤੀ ਅਤੇ ਭਵਿੱਖ ਵਿੱਚ ਵੀ ਅਜਿਹੇ ਉਪਰਾਲੇ ਜਾਰੀ ਰੱਖਣ ਦਾ ਭਰੋਸਾ ਦਿੱਤਾ। ਉਨ੍ਹਾਂ ਕਿਹਾ ਕਿ ਸਰਕਾਰ ਲੋਕਾਂ ਦੀ ਭਲਾਈ ਲਈ ਵਚਨਬੱਧ ਹੈ ਅਤੇ ਹਰ ਸੰਭਵ ਸਹਾਇਤਾ ਦਿੱਤੀ ਜਾਵੇਗੀ। <box>527 1896 775 1997</box>
continued-col5 <box>1041 1779 1284 2295</box>
article4-dateline: ਪੈਗਾਮ-ਏ-ਜਗਤ/ਊਨਾ 16 ਦਸੰਬਰ (ਰਜਿੰਦਰ ਕੁਮਾਰ) <box>787 162 979 189</box>
article3-headline-line1: ਪੀਜੀਆਈਐਮਈਆਰ ਦੇ ਵਿਭਾਗ <box>337 1267 706 1304</box>
article4-headline-line2: ਕੱਢੀ, ਖੇਤਰੀ ਪਸ਼ੂ ਹਸਪਤਾਲ ਬਾਰਨੋਹ 'ਚ ਸਫਲ ਆਪ੍ਰੇਸ਼ਨ <box>785 111 1396 146</box>
continued-sub3: ਡੱਲੇਵਾਲ ਮਰਨ ਵਰਤ... <box>91 2052 183 2064</box>
continued-sub2: ਡੱਲੇਵਾਲ ਦਾ ਮਰਨ... <box>95 1935 179 1947</box>
article1-headline-line1: ਜਗਤ ਪੰਜਾਬੀ ਸਭਾ ਕੈਨੇਡਾ ਵੱਲੋਂ ਅਧਿਆਪਕ ਸਿਖਲਾਈ <box>9 68 608 104</box>
article1-lead: ਜਗਤ ਪੰਜਾਬੀ ਸਭਾ ਕੈਨੇਡਾ ਦੀ ਰਹਿਨੁਮਾਈ ਅਧੀਨ ਅਧਿਆਪਕ ਸਿਖਲਾਈ ਵਰਕਸ਼ਾਪ ਦਾ ਆਯੋਜਨ ਜ਼ਿਲ੍ਹਾ ਸਿੱਖਿਆ ਅਤੇ ਸਿਖਲਾਈ ਸੰਸਥਾ (ਡਾਇਟ) ਨਾਭਾ ਵਿਖੇ ਕੀਤਾ ਗਿਆ। <box>11 394 253 436</box>
article5-rule <box>779 728 1536 729</box>
ad-line1: ਅਦਾਰਾ <box>1336 1656 1370 1671</box>
continued-col2: ਪੈਗਾਮ-ਏ-ਜਗਤ ਇਸ ਮੌਕੇ ਜ਼ਿਲ੍ਹਾ ਪ੍ਰਸ਼ਾਸਨ ਦੇ ਅਧਿਕਾਰੀਆਂ ਨੇ ਦੱਸਿਆ ਕਿ ਵਰਕਸ਼ਾਪ ਵਿੱਚ ਵੱਖ-ਵੱਖ ਵਿਭਾਗਾਂ ਦੇ ਕਰਮਚਾਰੀਆਂ ਨੇ ਭਾਗ ਲਿਆ ਅਤੇ ਸਿਖਲਾਈ ਪ੍ਰਾਪਤ ਕੀਤੀ। ਇਸ ਸਮਾਗਮ ਦੌਰਾਨ ਮੁੱਖ ਮਹਿਮਾਨ ਨੇ ਸਾਰੇ ਭਾਗੀਦਾਰਾਂ ਨੂੰ ਵਧਾਈ ਦਿੱਤੀ ਅਤੇ ਭਵਿੱਖ ਵਿੱਚ ਵੀ ਅਜਿਹੇ ਉਪਰਾਲੇ ਜਾਰੀ ਰੱਖਣ ਦਾ ਭਰੋਸਾ ਦਿੱਤਾ। ਉਨ੍ਹਾਂ ਕਿਹਾ ਕਿ ਸਰਕਾਰ ਲੋਕਾਂ ਦੀ ਭਲਾਈ ਲਈ ਵਚਨਬੱਧ ਹੈ ਅਤੇ ਹਰ ਸੰਭਵ ਸਹਾਇਤਾ ਦਿੱਤੀ ਜਾਵੇਗੀ। <box>270 1779 517 1880</box>
article3-body-1: ਪੈਗਾਮ-ਏ-ਜਗਤ ਇਸ ਮੌਕੇ ਜ਼ਿਲ੍ਹਾ ਪ੍ਰਸ਼ਾਸਨ ਦੇ ਅਧਿਕਾਰੀਆਂ ਨੇ ਦੱਸਿਆ ਕਿ ਵਰਕਸ਼ਾਪ ਵਿੱਚ ਵੱਖ-ਵੱਖ ਵਿਭਾਗਾਂ ਦੇ ਕਰਮਚਾਰੀਆਂ ਨੇ ਭਾਗ ਲਿਆ ਅਤੇ ਸਿਖਲਾਈ ਪ੍ਰਾਪਤ ਕੀਤੀ। ਇਸ ਸਮਾਗਮ ਦੌਰਾਨ ਮੁੱਖ ਮਹਿਮਾਨ ਨੇ ਸਾਰੇ ਭਾਗੀਦਾਰਾਂ ਨੂੰ ਵਧਾਈ ਦਿੱਤੀ ਅਤੇ ਭਵਿੱਖ ਵਿੱਚ ਵੀ ਅਜਿਹੇ ਉਪਰਾਲੇ ਜਾਰੀ ਰੱਖਣ ਦਾ ਭਰੋਸਾ ਦਿੱਤਾ। ਉਨ੍ਹਾਂ ਕਿਹਾ ਕਿ ਸਰਕਾਰ ਲੋਕਾਂ ਦੀ ਭਲਾਈ ਲਈ ਵਚਨਬੱਧ ਹੈ ਅਤੇ ਹਰ ਸੰਭਵ ਸਹਾਇਤਾ ਦਿੱਤੀ ਜਾਵੇਗੀ। <box>270 1415 516 1515</box>
article6-photo <box>967 1540 1160 1729</box>
article1-headline-line2: ਵਰਕਸ਼ਾਪ ਡਾਇਟ ਨਾਭਾ ਵਿਖੇ ਕੀਤੀ ਗਈ ਆਯੋਜਿਤ <box>9 111 578 147</box>
continued-sub6: ਮਹਾਰਾਸ਼ਟਰ 'ਚ ਮੰਤਰੀ ਮੰਡਲ... <box>844 1882 972 1894</box>
article1-column3: ਪੈਗਾਮ-ਏ-ਜਗਤ ਇਸ ਮੌਕੇ ਜ਼ਿਲ੍ਹਾ ਪ੍ਰਸ਼ਾਸਨ ਦੇ ਅਧਿਕਾਰੀਆਂ ਨੇ ਦੱਸਿਆ ਕਿ ਵਰਕਸ਼ਾਪ ਵਿੱਚ ਵੱਖ-ਵੱਖ ਵਿਭਾਗਾਂ ਦੇ ਕਰਮਚਾਰੀਆਂ ਨੇ ਭਾਗ ਲਿਆ ਅਤੇ ਸਿਖਲਾਈ ਪ੍ਰਾਪਤ ਕੀਤੀ। ਇਸ ਸਮਾਗਮ ਦੌਰਾਨ ਮੁੱਖ ਮਹਿਮਾਨ ਨੇ ਸਾਰੇ ਭਾਗੀਦਾਰਾਂ ਨੂੰ ਵਧਾਈ ਦਿੱਤੀ ਅਤੇ ਭਵਿੱਖ ਵਿੱਚ ਵੀ ਅਜਿਹੇ ਉਪਰਾਲੇ ਜਾਰੀ ਰੱਖਣ ਦਾ ਭਰੋਸਾ ਦਿੱਤਾ। ਉਨ੍ਹਾਂ ਕਿਹਾ ਕਿ ਸਰਕਾਰ ਲੋਕਾਂ ਦੀ ਭਲਾਈ ਲਈ ਵਚਨਬੱਧ ਹੈ ਅਤੇ ਹਰ ਸੰਭਵ ਸਹਾਇਤਾ ਦਿੱਤੀ ਜਾਵੇਗੀ। <box>519 380 773 480</box>
article5-body-1: ਪੈਗਾਮ-ਏ-ਜਗਤ ਇਸ ਮੌਕੇ ਜ਼ਿਲ੍ਹਾ ਪ੍ਰਸ਼ਾਸਨ ਦੇ ਅਧਿਕਾਰੀਆਂ ਨੇ ਦੱਸਿਆ ਕਿ ਵਰਕਸ਼ਾਪ ਵਿੱਚ ਵੱਖ-ਵੱਖ ਵਿਭਾਗਾਂ ਦੇ ਕਰਮਚਾਰੀਆਂ ਨੇ ਭਾਗ ਲਿਆ ਅਤੇ ਸਿਖਲਾਈ ਪ੍ਰਾਪਤ ਕੀਤੀ। ਇਸ ਸਮਾਗਮ ਦੌਰਾਨ ਮੁੱਖ ਮਹਿਮਾਨ ਨੇ ਸਾਰੇ ਭਾਗੀਦਾਰਾਂ ਨੂੰ ਵਧਾਈ ਦਿੱਤੀ ਅਤੇ ਭਵਿੱਖ ਵਿੱਚ ਵੀ ਅਜਿਹੇ ਉਪਰਾਲੇ ਜਾਰੀ ਰੱਖਣ ਦਾ ਭਰੋਸਾ ਦਿੱਤਾ। ਉਨ੍ਹਾਂ ਕਿਹਾ ਕਿ ਸਰਕਾਰ ਲੋਕਾਂ ਦੀ ਭਲਾਈ ਲਈ ਵਚਨਬੱਧ ਹੈ ਅਤੇ ਹਰ ਸੰਭਵ ਸਹਾਇਤਾ ਦਿੱਤੀ ਜਾਵੇਗੀ। <box>782 789 1029 889</box>
article5-column1 <box>782 774 1029 1459</box>
article3-photo <box>8 1269 262 1434</box>
article3-headline-line3: ਵਿੱਚ 125 ਯੂਨਿਟ ਖੂਨ ਇਕੱਤਰ ਕੀਤਾ <box>306 1354 730 1390</box>
torch-logo <box>1471 3 1529 60</box>
article1-photo-left <box>8 158 393 373</box>
continued-col1 <box>14 1817 260 2295</box>
section-title: ਖ਼ਬਰਨਾਮਾ <box>647 2 820 55</box>
ad-line2: 'ਪੈਗਾਮ-ਏ-ਜਗਤ' ਅਖ਼ਬਾਰ ਲਈ <box>1271 1672 1435 1688</box>
masthead-rule <box>0 60 1540 63</box>
continued-col3 <box>527 1779 775 2295</box>
continued-col4 <box>784 1779 1032 2295</box>
article2-photo <box>263 833 510 1064</box>
continued-sub1: ਡੱਲੇਵਾਲ ਨੂੰ ਮਨਾਓ... <box>14 1818 97 1830</box>
continued-col6-body-a: ਪੈਗਾਮ-ਏ-ਜਗਤ ਇਸ ਮੌਕੇ ਜ਼ਿਲ੍ਹਾ ਪ੍ਰਸ਼ਾਸਨ ਦੇ ਅਧਿਕਾਰੀਆਂ ਨੇ ਦੱਸਿਆ ਕਿ ਵਰਕਸ਼ਾਪ ਵਿੱਚ ਵੱਖ-ਵੱਖ ਵਿਭਾਗਾਂ ਦੇ ਕਰਮਚਾਰੀਆਂ ਨੇ ਭਾਗ ਲਿਆ ਅਤੇ ਸਿਖਲਾਈ ਪ੍ਰਾਪਤ ਕੀਤੀ। ਇਸ ਸਮਾਗਮ ਦੌਰਾਨ ਮੁੱਖ ਮਹਿਮਾਨ ਨੇ ਸਾਰੇ ਭਾਗੀਦਾਰਾਂ ਨੂੰ ਵਧਾਈ ਦਿੱਤੀ ਅਤੇ ਭਵਿੱਖ ਵਿੱਚ ਵੀ ਅਜਿਹੇ ਉਪਰਾਲੇ ਜਾਰੀ ਰੱਖਣ ਦਾ ਭਰੋਸਾ ਦਿੱਤਾ। ਉਨ੍ਹਾਂ ਕਿਹਾ ਕਿ ਸਰਕਾਰ ਲੋਕਾਂ ਦੀ ਭਲਾਈ ਲਈ ਵਚਨਬੱਧ ਹੈ ਅਤੇ ਹਰ ਸੰਭਵ ਸਹਾਇਤਾ ਦਿੱਤੀ ਜਾਵੇਗੀ। <box>1294 1779 1534 1880</box>
article4-column4: ਪੈਗਾਮ-ਏ-ਜਗਤ ਇਸ ਮੌਕੇ ਜ਼ਿਲ੍ਹਾ ਪ੍ਰਸ਼ਾਸਨ ਦੇ ਅਧਿਕਾਰੀਆਂ ਨੇ ਦੱਸਿਆ ਕਿ ਵਰਕਸ਼ਾਪ ਵਿੱਚ ਵੱਖ-ਵੱਖ ਵਿਭਾਗਾਂ ਦੇ ਕਰਮਚਾਰੀਆਂ ਨੇ ਭਾਗ ਲਿਆ ਅਤੇ ਸਿਖਲਾਈ ਪ੍ਰਾਪਤ ਕੀਤੀ। ਇਸ ਸਮਾਗਮ ਦੌਰਾਨ ਮੁੱਖ ਮਹਿਮਾਨ ਨੇ ਸਾਰੇ ਭਾਗੀਦਾਰਾਂ ਨੂੰ ਵਧਾਈ ਦਿੱਤੀ ਅਤੇ ਭਵਿੱਖ ਵਿੱਚ ਵੀ ਅਜਿਹੇ ਉਪਰਾਲੇ ਜਾਰੀ ਰੱਖਣ ਦਾ ਭਰੋਸਾ ਦਿੱਤਾ। ਉਨ੍ਹਾਂ ਕਿਹਾ ਕਿ ਸਰਕਾਰ ਲੋਕਾਂ ਦੀ ਭਲਾਈ ਲਈ ਵਚਨਬੱਧ ਹੈ ਅਤੇ ਹਰ ਸੰਭਵ ਸਹਾਇਤਾ ਦਿੱਤੀ ਜਾਵੇਗੀ। <box>1311 162 1534 277</box>
article7-body-1: ਪੈਗਾਮ-ਏ-ਜਗਤ ਇਸ ਮੌਕੇ ਜ਼ਿਲ੍ਹਾ ਪ੍ਰਸ਼ਾਸਨ ਦੇ ਅਧਿਕਾਰੀਆਂ ਨੇ ਦੱਸਿਆ ਕਿ ਵਰਕਸ਼ਾਪ ਵਿੱਚ ਵੱਖ-ਵੱਖ ਵਿਭਾਗਾਂ ਦੇ ਕਰਮਚਾਰੀਆਂ ਨੇ ਭਾਗ ਲਿਆ ਅਤੇ ਸਿਖਲਾਈ ਪ੍ਰਾਪਤ ਕੀਤੀ। ਇਸ ਸਮਾਗਮ ਦੌਰਾਨ ਮੁੱਖ ਮਹਿਮਾਨ ਨੇ ਸਾਰੇ ਭਾਗੀਦਾਰਾਂ ਨੂੰ ਵਧਾਈ ਦਿੱਤੀ ਅਤੇ ਭਵਿੱਖ ਵਿੱਚ ਵੀ ਅਜਿਹੇ ਉਪਰਾਲੇ ਜਾਰੀ ਰੱਖਣ ਦਾ ਭਰੋਸਾ ਦਿੱਤਾ। ਉਨ੍ਹਾਂ ਕਿਹਾ ਕਿ ਸਰਕਾਰ ਲੋਕਾਂ ਦੀ ਭਲਾਈ ਲਈ ਵਚਨਬੱਧ ਹੈ ਅਤੇ ਹਰ ਸੰਭਵ ਸਹਾਇਤਾ ਦਿੱਤੀ ਜਾਵੇਗੀ। <box>1172 1555 1534 1626</box>
footer-line1: ਸੰਪਾਦਕ-ਦਵਿੰਦਰ ਕੁਮਾਰ ਨੇ ਪ੍ਰਿੰਟਰ, ਇੰਪ੍ਰੈਸ਼ਨ ਪ੍ਰਿੰਟਿੰਗ ਅਤੇ ਪੈਕਿੰਗ ਲਿਮਿਟਿਡ, ਪਲਾਟ 22 ਅਤੇ 49 ਜੀਐਫ, ਇੰਡਸਟਰੀਅਲ ਏਰੀਆ, ਫੇਜ਼-2 ਪੰਚਕੂਲਾ (ਹਰਿਆਣਾ) ਤੋਂ ਪ੍ਰਕਾਸ਼ਿਤ Title code : CHAMUL00914 <box>11 2308 949 2322</box>
continued-rule <box>8 1771 1536 1773</box>
article2-rule <box>8 731 774 733</box>
continued-col5-body-b: ਪੈਗਾਮ-ਏ-ਜਗਤ ਇਸ ਮੌਕੇ ਜ਼ਿਲ੍ਹਾ ਪ੍ਰਸ਼ਾਸਨ ਦੇ ਅਧਿਕਾਰੀਆਂ ਨੇ ਦੱਸਿਆ ਕਿ ਵਰਕਸ਼ਾਪ ਵਿੱਚ ਵੱਖ-ਵੱਖ ਵਿਭਾਗਾਂ ਦੇ ਕਰਮਚਾਰੀਆਂ ਨੇ ਭਾਗ ਲਿਆ ਅਤੇ ਸਿਖਲਾਈ ਪ੍ਰਾਪਤ ਕੀਤੀ। ਇਸ ਸਮਾਗਮ ਦੌਰਾਨ ਮੁੱਖ ਮਹਿਮਾਨ ਨੇ ਸਾਰੇ ਭਾਗੀਦਾਰਾਂ ਨੂੰ ਵਧਾਈ ਦਿੱਤੀ ਅਤੇ ਭਵਿੱਖ ਵਿੱਚ ਵੀ ਅਜਿਹੇ ਉਪਰਾਲੇ ਜਾਰੀ ਰੱਖਣ ਦਾ ਭਰੋਸਾ ਦਿੱਤਾ। ਉਨ੍ਹਾਂ ਕਿਹਾ ਕਿ ਸਰਕਾਰ ਲੋਕਾਂ ਦੀ ਭਲਾਈ ਲਈ ਵਚਨਬੱਧ ਹੈ ਅਤੇ ਹਰ ਸੰਭਵ ਸਹਾਇਤਾ ਦਿੱਤੀ ਜਾਵੇਗੀ। <box>1041 1896 1284 1997</box>
continued-col6 <box>1294 1779 1534 2295</box>
continued-col4-body-b: ਪੈਗਾਮ-ਏ-ਜਗਤ ਇਸ ਮੌਕੇ ਜ਼ਿਲ੍ਹਾ ਪ੍ਰਸ਼ਾਸਨ ਦੇ ਅਧਿਕਾਰੀਆਂ ਨੇ ਦੱਸਿਆ ਕਿ ਵਰਕਸ਼ਾਪ ਵਿੱਚ ਵੱਖ-ਵੱਖ ਵਿਭਾਗਾਂ ਦੇ ਕਰਮਚਾਰੀਆਂ ਨੇ ਭਾਗ ਲਿਆ ਅਤੇ ਸਿਖਲਾਈ ਪ੍ਰਾਪਤ ਕੀਤੀ। ਇਸ ਸਮਾਗਮ ਦੌਰਾਨ ਮੁੱਖ ਮਹਿਮਾਨ ਨੇ ਸਾਰੇ ਭਾਗੀਦਾਰਾਂ ਨੂੰ ਵਧਾਈ ਦਿੱਤੀ ਅਤੇ ਭਵਿੱਖ ਵਿੱਚ ਵੀ ਅਜਿਹੇ ਉਪਰਾਲੇ ਜਾਰੀ ਰੱਖਣ ਦਾ ਭਰੋਸਾ ਦਿੱਤਾ। ਉਨ੍ਹਾਂ ਕਿਹਾ ਕਿ ਸਰਕਾਰ ਲੋਕਾਂ ਦੀ ਭਲਾਈ ਲਈ ਵਚਨਬੱਧ ਹੈ ਅਤੇ ਹਰ ਸੰਭਵ ਸਹਾਇਤਾ ਦਿੱਤੀ ਜਾਵੇਗੀ। <box>784 1896 1032 1997</box>
logo-caption: PAIGAM-E-JAGAT <box>1471 52 1528 59</box>
article3-column2: ਪੈਗਾਮ-ਏ-ਜਗਤ ਇਸ ਮੌਕੇ ਜ਼ਿਲ੍ਹਾ ਪ੍ਰਸ਼ਾਸਨ ਦੇ ਅਧਿਕਾਰੀਆਂ ਨੇ ਦੱਸਿਆ ਕਿ ਵਰਕਸ਼ਾਪ ਵਿੱਚ ਵੱਖ-ਵੱਖ ਵਿਭਾਗਾਂ ਦੇ ਕਰਮਚਾਰੀਆਂ ਨੇ ਭਾਗ ਲਿਆ ਅਤੇ ਸਿਖਲਾਈ ਪ੍ਰਾਪਤ ਕੀਤੀ। ਇਸ ਸਮਾਗਮ ਦੌਰਾਨ ਮੁੱਖ ਮਹਿਮਾਨ ਨੇ ਸਾਰੇ ਭਾਗੀਦਾਰਾਂ ਨੂੰ ਵਧਾਈ ਦਿੱਤੀ ਅਤੇ ਭਵਿੱਖ ਵਿੱਚ ਵੀ ਅਜਿਹੇ ਉਪਰਾਲੇ ਜਾਰੀ ਰੱਖਣ ਦਾ ਭਰੋਸਾ ਦਿੱਤਾ। ਉਨ੍ਹਾਂ ਕਿਹਾ ਕਿ ਸਰਕਾਰ ਲੋਕਾਂ ਦੀ ਭਲਾਈ ਲਈ ਵਚਨਬੱਧ ਹੈ ਅਤੇ ਹਰ ਸੰਭਵ ਸਹਾਇਤਾ ਦਿੱਤੀ ਜਾਵੇਗੀ। <box>524 1401 773 1501</box>
continued-col3-body-c: ਪੈਗਾਮ-ਏ-ਜਗਤ ਇਸ ਮੌਕੇ ਜ਼ਿਲ੍ਹਾ ਪ੍ਰਸ਼ਾਸਨ ਦੇ ਅਧਿਕਾਰੀਆਂ ਨੇ ਦੱਸਿਆ ਕਿ ਵਰਕਸ਼ਾਪ ਵਿੱਚ ਵੱਖ-ਵੱਖ ਵਿਭਾਗਾਂ ਦੇ ਕਰਮਚਾਰੀਆਂ ਨੇ ਭਾਗ ਲਿਆ ਅਤੇ ਸਿਖਲਾਈ ਪ੍ਰਾਪਤ ਕੀਤੀ। ਇਸ ਸਮਾਗਮ ਦੌਰਾਨ ਮੁੱਖ ਮਹਿਮਾਨ ਨੇ ਸਾਰੇ ਭਾਗੀਦਾਰਾਂ ਨੂੰ ਵਧਾਈ ਦਿੱਤੀ ਅਤੇ ਭਵਿੱਖ ਵਿੱਚ ਵੀ ਅਜਿਹੇ ਉਪਰਾਲੇ ਜਾਰੀ ਰੱਖਣ ਦਾ ਭਰੋਸਾ ਦਿੱਤਾ। ਉਨ੍ਹਾਂ ਕਿਹਾ ਕਿ ਸਰਕਾਰ ਲੋਕਾਂ ਦੀ ਭਲਾਈ ਲਈ ਵਚਨਬੱਧ ਹੈ ਅਤੇ ਹਰ ਸੰਭਵ ਸਹਾਇਤਾ ਦਿੱਤੀ ਜਾਵੇਗੀ। <box>527 2013 775 2114</box>
